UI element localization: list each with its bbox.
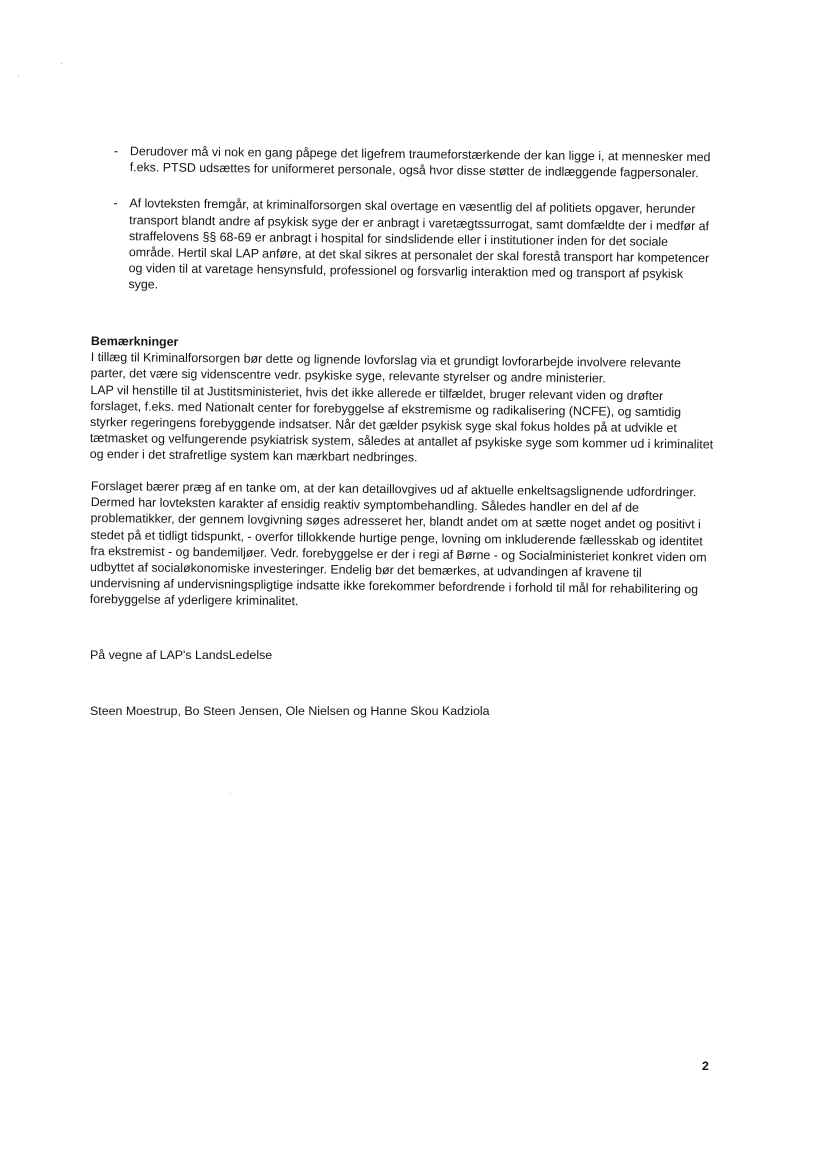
proposal-paragraph: Forslaget bærer præg af en tanke om, at der kan detaillovgives ud af aktuelle enkeltsagslignende udfordringer. Dermed har lovteksten karakter af ensidig reaktiv symptombehandling. Således handler en del af de problematikker, der gennem lovgivning søges adresseret her, blandt andet om at sætte noget andet og positivt i stedet på et tidligt tidspunkt, - overfor tillokkende hurtige penge, lovning om inkluderende fællesskab og identitet fra ekstremist - og bandemiljøer. Vedr. forebyggelse er der i regi af Børne - og Socialministeriet konkret viden om udbyttet af socialøkonomiske investeringer. Endelig bør det bemærkes, at udvandingen af kravene til undervisning af undervisningspligtige indsatte ikke forekommer befordrende i forhold til mål for rehabilitering og forebyggelse af yderligere kriminalitet. [89,478,707,609]
scan-speck [230,793,231,794]
bullet-item [114,143,714,182]
remarks-paragraph: LAP vil henstille til at Justitsministeriet, hvis det ikke allerede er tilfældet, bruger relevant viden og drøfter forslaget, f.eks. med Nationalt center for forebyggelse af ekstremisme og radikalisering (NCFE), og samtidig styrker regeringens forebyggende indsatser. Når det gælder psykisk syge skal fokus holdes på at udvikle et tætmasket og velfungerende psykiatrisk system, således at antallet af psykiske syge som kommer ud i kriminalitet og ender i det strafretlige system kan mærkbart nedbringes. [89,382,714,465]
bullet-list [112,143,714,319]
signatories-line: Steen Moestrup, Bo Steen Jensen, Ole Nielsen og Hanne Skou Kadziola [90,704,490,718]
scan-speck [61,63,62,64]
page-number: 2 [702,1059,709,1073]
signoff-line: På vegne af LAP's LandsLedelse [90,648,273,662]
remarks-section [90,333,715,469]
bullet-item [112,195,713,298]
remarks-heading: Bemærkninger [90,333,179,349]
remarks-paragraph: I tillæg til Kriminalforsorgen bør dette og lignende lovforslag via et grundigt lovforarbejde involvere relevante parter, det være sig videnscentre vedr. psykiske syge, relevante styrelser og andre ministerier. [90,350,682,386]
proposal-section [90,478,715,614]
scan-speck [18,76,19,77]
bullet-text: Derudover må vi nok en gang påpege det ligefrem traumeforstærkende der kan ligge i, at mennesker med f.eks. PTSD udsættes for uniformeret personale, også hvor disse støtter de indlæggende fagpersonaler. [129,144,711,181]
bullet-text: Af lovteksten fremgår, at kriminalforsorgen skal overtage en væsentlig del af politiets opgaver, herunder transport blandt andre af psykisk syge der er anbragt i varetægtssurrogat, samt domfældte der i medfør af straffelovens §§ 68-69 er anbragt i hospital for sindslidende eller i institutioner inden for det sociale område. Hertil skal LAP anføre, at det skal sikres at personalet der skal forestå transport har kompetencer og viden til at varetage hensynsfuld, professionel og forsvarlig interaktion med og transport af psykisk syge. [128,196,710,292]
bullet-marker: - [113,196,118,211]
bullet-marker: - [113,143,119,159]
